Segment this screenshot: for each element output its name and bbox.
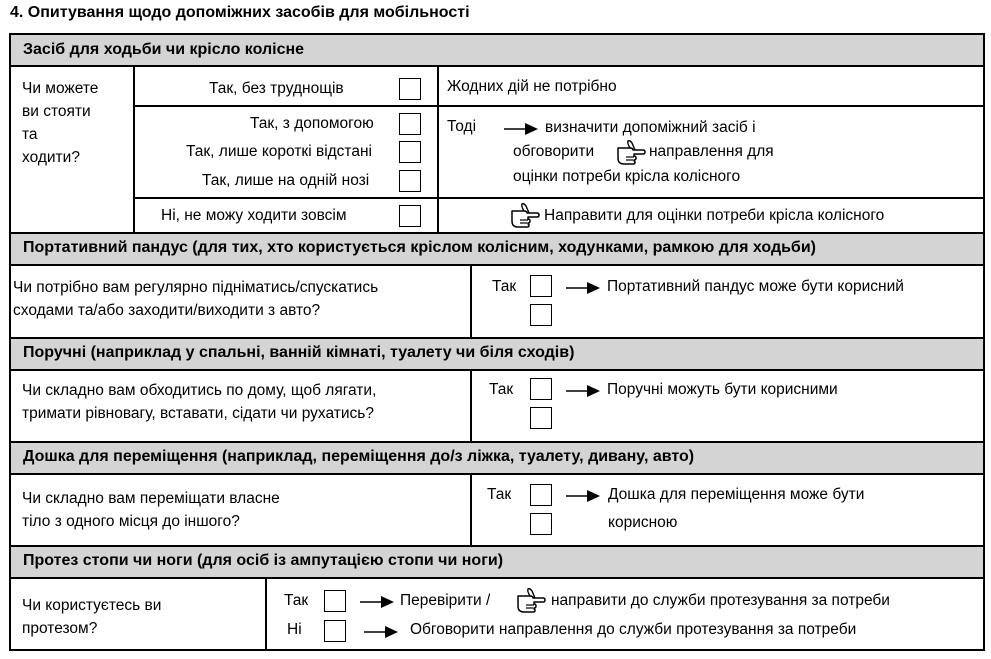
result-determine-line-2a: обговорити (513, 143, 595, 160)
checkbox-walking-easy[interactable] (399, 78, 421, 100)
section-header-transfer: Дошка для переміщення (наприклад, переміщення до/з ліжка, туалету, дивану, авто) (11, 441, 983, 475)
page-title: 4. Опитування щодо допоміжних засобів для мобільності (10, 4, 470, 21)
arrow-right-icon (363, 625, 399, 639)
checkbox-walking-short[interactable] (399, 141, 421, 163)
arrow-right-icon (565, 384, 601, 398)
prosthesis-divider (265, 579, 267, 649)
checkbox-transfer-no[interactable] (530, 513, 552, 535)
prosthesis-no-label: Ні (287, 621, 302, 638)
prosthesis-question-line-2: протезом? (22, 620, 98, 637)
checkbox-rails-yes[interactable] (530, 378, 552, 400)
transfer-divider (470, 475, 472, 545)
prosthesis-yes-label: Так (284, 592, 309, 609)
ramp-question-line-2: сходами та/або заходити/виходити з авто? (13, 302, 321, 319)
rails-question-line-2: тримати рівновагу, вставати, сідати чи рухатись? (22, 405, 374, 422)
result-then-prefix: Тоді (447, 118, 477, 135)
walking-question-line-1: Чи можете (22, 80, 99, 97)
transfer-result-line-1: Дошка для переміщення може бути (608, 486, 865, 503)
mobility-form (9, 33, 985, 651)
rails-yes-label: Так (489, 381, 514, 398)
transfer-result-line-2: корисною (608, 514, 678, 531)
section-header-rails: Поручні (наприклад у спальні, ванній кімнаті, туалету чи біля сходів) (11, 337, 983, 371)
section-header-ramp: Портативний пандус (для тих, хто користується кріслом колісним, ходунками, рамкою для ходьби) (11, 232, 983, 266)
checkbox-ramp-yes[interactable] (530, 275, 552, 297)
result-determine-line-3: оцінки потреби крісла колісного (513, 168, 741, 185)
walking-options-divider (437, 67, 439, 232)
checkbox-prosthesis-yes[interactable] (324, 590, 346, 612)
option-label-easy: Так, без труднощів (209, 80, 344, 97)
checkbox-prosthesis-no[interactable] (324, 620, 346, 642)
transfer-yes-label: Так (487, 486, 512, 503)
result-determine-line-2b: направлення для (649, 143, 774, 160)
rails-result: Поручні можуть бути корисними (607, 381, 838, 398)
walking-question-line-2: ви стояти (22, 103, 91, 120)
result-determine-line-1: визначити допоміжний засіб і (545, 119, 756, 136)
option-label-cannot-walk: Ні, не можу ходити зовсім (161, 207, 347, 224)
prosthesis-result-yes-a: Перевірити / (400, 592, 491, 609)
section-header-prosthesis: Протез стопи чи ноги (для осіб із ампутацією стопи чи ноги) (11, 545, 983, 579)
walking-row-divider-2 (133, 197, 983, 199)
walking-row-divider-1 (133, 105, 983, 107)
result-refer-wheelchair: Направити для оцінки потреби крісла колісного (544, 207, 885, 224)
rails-question-line-1: Чи складно вам обходитись по дому, щоб лягати, (22, 382, 377, 399)
checkbox-rails-no[interactable] (530, 407, 552, 429)
walking-question-line-3: та (22, 126, 38, 143)
pointing-hand-icon (510, 202, 540, 228)
arrow-right-icon (565, 489, 601, 503)
checkbox-transfer-yes[interactable] (530, 484, 552, 506)
option-label-one-leg: Так, лише на одній нозі (202, 172, 370, 189)
checkbox-walking-one-leg[interactable] (399, 170, 421, 192)
option-label-short-distances: Так, лише короткі відстані (186, 143, 372, 160)
checkbox-walking-help[interactable] (399, 113, 421, 135)
result-none-text: Жодних дій не потрібно (447, 78, 617, 95)
walking-question-line-4: ходити? (22, 149, 80, 166)
prosthesis-result-yes-b: направити до служби протезування за потреби (551, 592, 890, 609)
ramp-question-line-1: Чи потрібно вам регулярно підніматись/спускатись (13, 279, 379, 296)
pointing-hand-icon (616, 139, 646, 165)
pointing-hand-icon (516, 587, 546, 613)
option-label-with-help: Так, з допомогою (250, 115, 374, 132)
checkbox-walking-cannot[interactable] (399, 205, 421, 227)
arrow-right-icon (359, 595, 395, 609)
transfer-question-line-2: тіло з одного місця до іншого? (22, 513, 240, 530)
checkbox-ramp-no[interactable] (530, 304, 552, 326)
arrow-right-icon (565, 281, 601, 295)
prosthesis-result-no: Обговорити направлення до служби протезування за потреби (410, 621, 857, 638)
arrow-right-icon (503, 122, 539, 136)
ramp-result: Портативний пандус може бути корисний (607, 278, 904, 295)
section-header-walking: Засіб для ходьби чи крісло колісне (11, 35, 983, 67)
walking-question-column-divider (133, 67, 135, 232)
prosthesis-question-line-1: Чи користуєтесь ви (22, 597, 162, 614)
ramp-divider (470, 266, 472, 337)
rails-divider (470, 371, 472, 441)
ramp-yes-label: Так (492, 278, 517, 295)
transfer-question-line-1: Чи складно вам переміщати власне (22, 490, 280, 507)
